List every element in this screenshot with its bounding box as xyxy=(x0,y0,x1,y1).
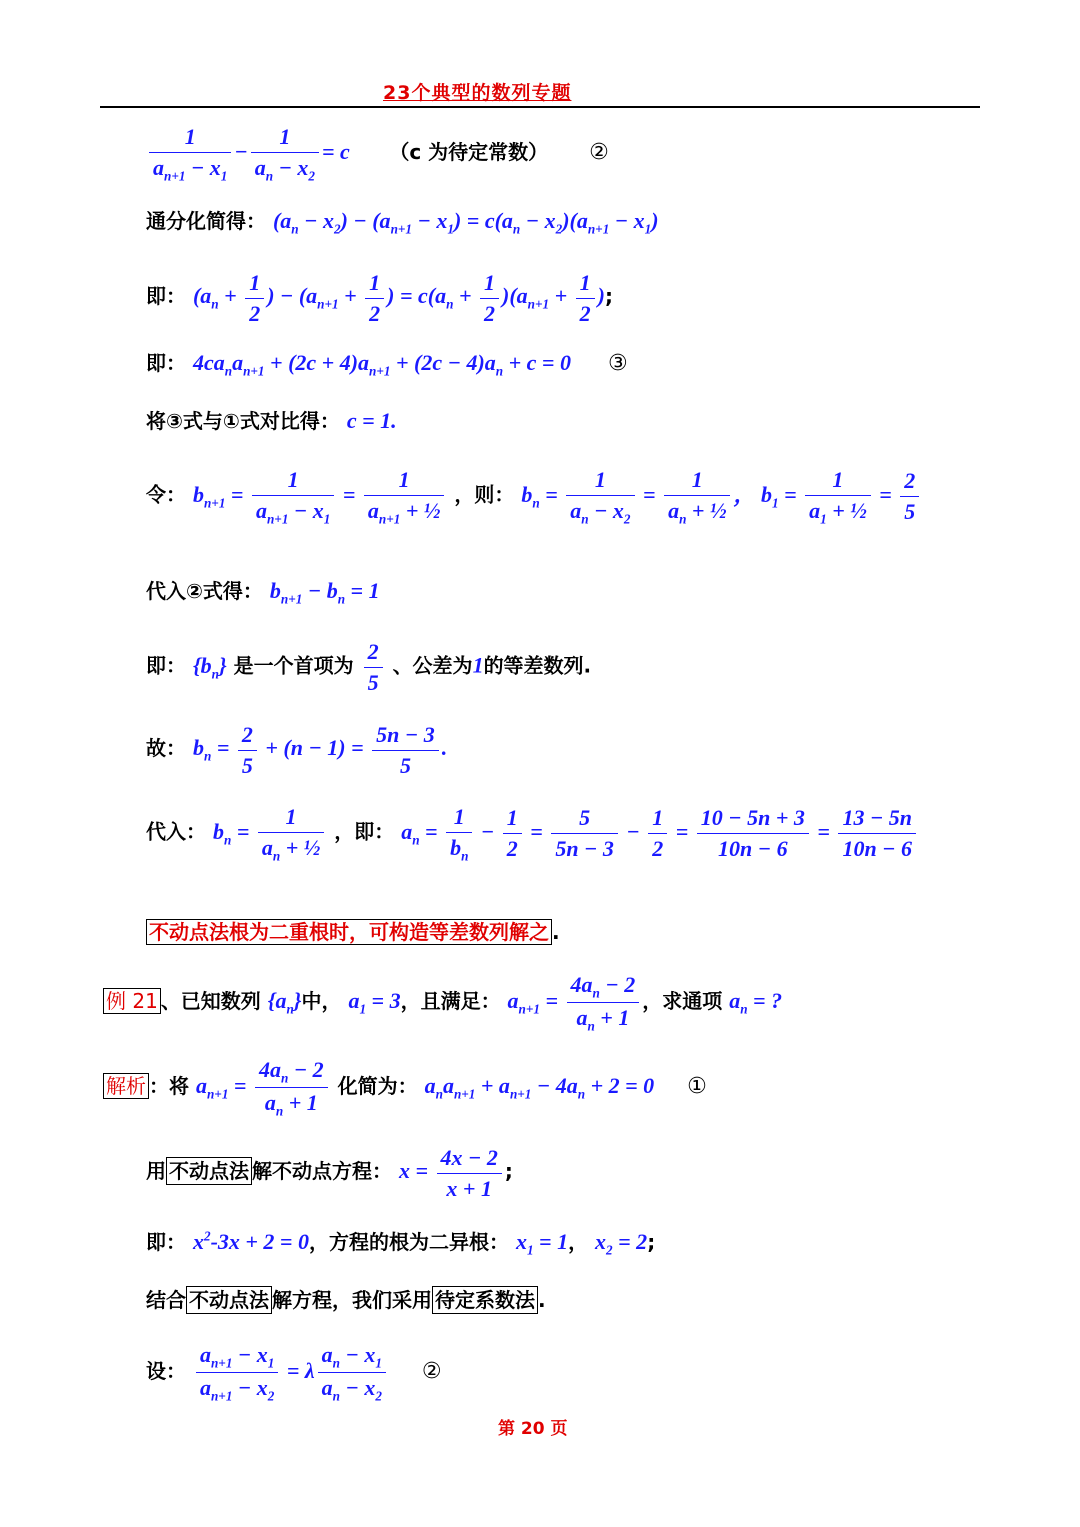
equation: $\{a_n\}$ xyxy=(267,987,302,1017)
text: 将③式与①式对比得： xyxy=(146,409,340,433)
equation: $b_n$ = $\frac{1}{a_n + \frac{1}{2}}$ xyxy=(213,819,327,844)
solution-line xyxy=(103,1055,707,1120)
line-14: 即： $x^2-3x + 2 = 0$，方程的根为二异根： $x_1 = 1$， $x_2 = 2$; xyxy=(146,1228,656,1258)
equation: $a_n$ = $\frac{1}{b_n}$ − $\frac{1}{2}$ = $\frac{5}{5n - 3}$ − $\frac{1}{2}$ = $\frac{10 - 5n + 3}{10n - 6}$ = $\frac{13 - 5n}{10n - 6}$ xyxy=(401,819,919,844)
line-10 xyxy=(146,802,919,865)
text: ，方程的根为二异根： xyxy=(308,1230,509,1254)
line-8 xyxy=(146,637,591,697)
equation: $b_{n+1}$ = $\frac{1}{a_{n+1} - x_1}$ = $\frac{1}{a_{n+1} + \frac{1}{2}}$ xyxy=(193,482,447,507)
label: 即： xyxy=(146,1230,186,1254)
label: 即： xyxy=(146,351,186,375)
label: 通分化简得： xyxy=(146,209,266,233)
value: 1 xyxy=(472,652,484,678)
label: 令： xyxy=(146,482,186,507)
text: 是一个首项为 xyxy=(233,653,354,678)
note-line: 不动点法根为二重根时，可构造等差数列解之 . xyxy=(146,916,560,945)
example-line xyxy=(103,970,782,1035)
label: 即： xyxy=(146,284,186,309)
boxed-term: 待定系数法 xyxy=(432,1286,538,1314)
line-6 xyxy=(146,465,922,528)
example-label: 例 21 xyxy=(103,988,161,1014)
equation: $b_n$ = $\frac{1}{a_n - x_2}$ = $\frac{1}{a_n + \frac{1}{2}}$ ， $b_1$ = $\frac{1}{a_1 + \frac{1}{2}}$ = $\frac{2}{5}$ xyxy=(521,482,922,507)
equation: $\{b_n\}$ xyxy=(192,652,227,682)
note: （c 为待定常数） xyxy=(389,139,549,164)
equation: $b_{n+1} - b_n = 1$ xyxy=(269,578,380,607)
line-7 xyxy=(146,575,380,607)
line-5 xyxy=(146,405,397,434)
text: ：将 xyxy=(149,1073,189,1098)
line-2 xyxy=(146,205,659,237)
equation: $a_n$ = ? xyxy=(729,987,783,1017)
equation: $b_n$ = $\frac{2}{5}$ + (n − 1) = $\frac{5n - 3}{5}$ . xyxy=(192,722,448,778)
text: 、已知数列 xyxy=(160,988,261,1013)
text: ，且满足： xyxy=(400,988,501,1013)
text: 解不动点方程： xyxy=(252,1159,392,1184)
text: 中， xyxy=(301,988,342,1013)
label: 即： xyxy=(146,653,186,678)
label: 故： xyxy=(146,736,186,761)
equation: x = $\frac{4x - 2}{x + 1}$ xyxy=(399,1158,505,1183)
label: 代入②式得： xyxy=(146,579,263,603)
text: 用 xyxy=(146,1159,166,1184)
equation: $a_{n+1}$ = $\frac{4a_n - 2}{a_n + 1}$ xyxy=(508,988,643,1013)
equation: $(a_n - x_2) - (a_{n+1} - x_1) = c(a_n - x_2)(a_{n+1} - x_1)$ xyxy=(272,208,659,237)
equation: $a_1 = 3$ xyxy=(348,987,401,1017)
fraction: $\frac{2}{5}$ xyxy=(364,637,383,697)
tag: ② xyxy=(421,1358,442,1384)
equation: $x_2 = 2$ xyxy=(595,1229,648,1258)
page-number: 第 20 页 xyxy=(498,1419,568,1439)
header-title: 23个典型的数列专题 xyxy=(383,82,572,104)
equation: $4ca_na_{n+1} + (2c + 4)a_{n+1} + (2c - 4)a_n + c = 0$ xyxy=(192,350,571,379)
line-15: 结合 不动点法 解方程，我们采用 待定系数法 . xyxy=(146,1288,546,1312)
equation: $\frac{a_{n+1} - x_1}{a_{n+1} - x_2}$ = λ $\frac{a_n - x_1}{a_n - x_2}$ xyxy=(193,1358,389,1383)
header-rule xyxy=(100,106,980,108)
line-16 xyxy=(146,1340,442,1405)
equation: $\frac{1}{a_{n+1} - x_1}$ − $\frac{1}{a_n - x_2}$ = c xyxy=(146,139,355,164)
line-3: 即： ($a_n$ + $\frac{1}{2}$ ) − ($a_{n+1}$ + $\frac{1}{2}$ ) = $c(a_n$ + $\frac{1}{2}$ )($a_{n+1}$ + $\frac{1}{2}$ ); xyxy=(146,270,613,326)
line-1 xyxy=(146,122,609,185)
boxed-term: 不动点法 xyxy=(186,1286,272,1314)
tag: ③ xyxy=(607,351,628,376)
equation: $a_{n+1}$ = $\frac{4a_n - 2}{a_n + 1}$ xyxy=(196,1073,331,1098)
line-13: 用 不动点法 解不动点方程： x = $\frac{4x - 2}{x + 1}$ ; xyxy=(146,1145,513,1201)
equation: $x^2-3x + 2 = 0$ xyxy=(192,1228,309,1254)
text: 、公差为 xyxy=(392,653,473,678)
equation: $x_1 = 1$ xyxy=(515,1229,569,1258)
equation: c = 1. xyxy=(346,408,397,433)
tag: ② xyxy=(589,139,609,165)
text: ，则： xyxy=(454,482,515,507)
equation: $a_na_{n+1} + a_{n+1} - 4a_n + 2 = 0$ xyxy=(424,1072,655,1102)
text: 化简为： xyxy=(337,1073,418,1098)
text: 结合 xyxy=(146,1288,186,1312)
line-9 xyxy=(146,720,447,780)
text: 的等差数列. xyxy=(483,653,592,678)
equation: ($a_n$ + $\frac{1}{2}$ ) − ($a_{n+1}$ + $\frac{1}{2}$ ) = $c(a_n$ + $\frac{1}{2}$ )($a_{n+1}$ + $\frac{1}{2}$ ) xyxy=(192,270,605,326)
label: 设： xyxy=(146,1358,186,1383)
tag: ① xyxy=(687,1073,707,1099)
text: ，求通项 xyxy=(642,988,723,1013)
text: 解方程，我们采用 xyxy=(272,1288,432,1312)
boxed-term: 不动点法 xyxy=(166,1157,252,1185)
line-4 xyxy=(146,347,628,379)
label: 代入： xyxy=(146,819,206,844)
text: ，即： xyxy=(334,819,395,844)
solution-label: 解析 xyxy=(103,1073,149,1099)
note-box: 不动点法根为二重根时，可构造等差数列解之 xyxy=(146,919,552,945)
